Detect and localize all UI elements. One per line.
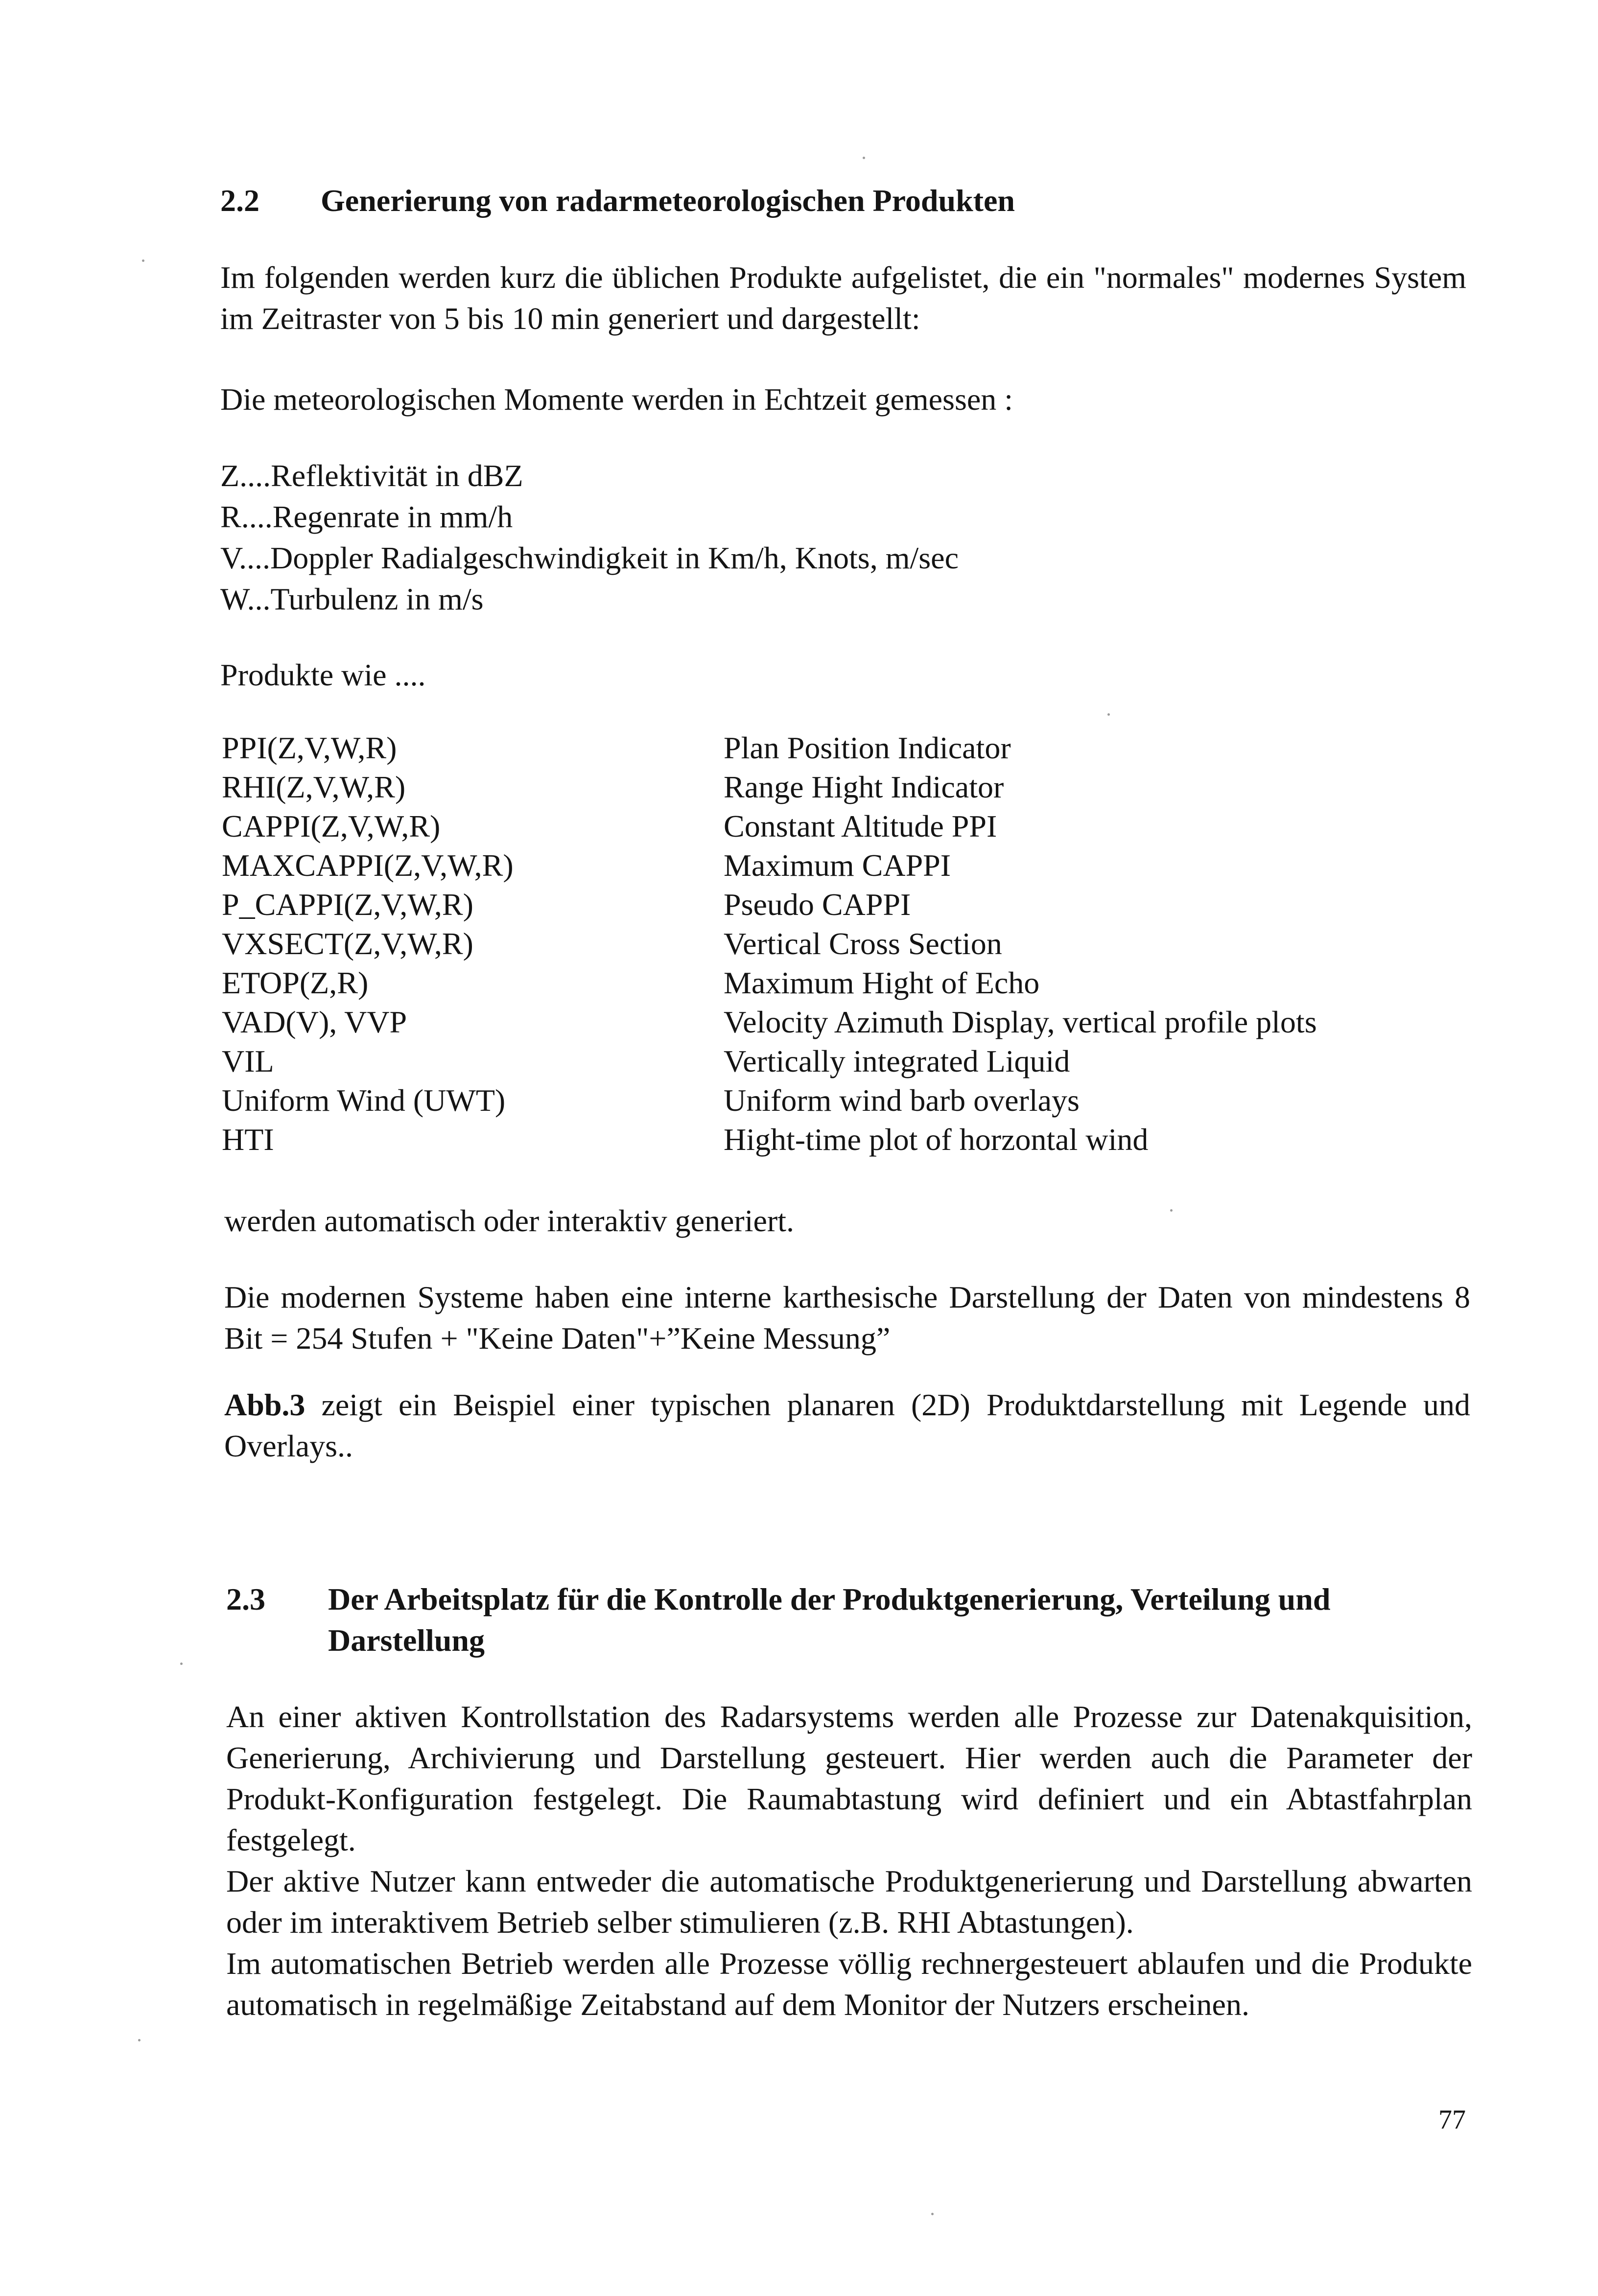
product-description-vad: Velocity Azimuth Display, vertical profile plots xyxy=(724,1005,1317,1039)
scan-speck xyxy=(863,157,865,159)
scan-speck xyxy=(1170,1209,1173,1212)
product-description-vil: Vertically integrated Liquid xyxy=(724,1044,1070,1078)
section-2-3-paragraph-2: Der aktive Nutzer kann entweder die automatische Produktgenerierung und Darstellung abwarten oder im interaktivem Betrieb selber stimulieren (z.B. RHI Abtastungen). xyxy=(226,1864,1472,1940)
product-code-vad: VAD(V), VVP xyxy=(222,1005,407,1039)
systems-paragraph: Die modernen Systeme haben eine interne karthesische Darstellung der Daten von mindestens 8 Bit = 254 Stufen + "Keine Daten"+”Keine Messung” xyxy=(224,1280,1470,1356)
scan-speck xyxy=(138,2039,141,2041)
product-description-cappi: Constant Altitude PPI xyxy=(724,809,997,843)
figure-reference-paragraph xyxy=(224,1384,1470,1467)
section-2-2-intro: Im folgenden werden kurz die üblichen Produkte aufgelistet, die ein "normales" modernes System im Zeitraster von 5 bis 10 min generiert und dargestellt: xyxy=(220,260,1466,336)
product-code-p-cappi: P_CAPPI(Z,V,W,R) xyxy=(222,887,473,922)
scan-speck xyxy=(1107,713,1110,716)
scan-speck xyxy=(142,259,144,262)
product-code-vxsect: VXSECT(Z,V,W,R) xyxy=(222,926,473,961)
section-2-3-paragraph-3: Im automatischen Betrieb werden alle Prozesse völlig rechnergesteuert ablaufen und die Produkte automatisch in regelmäßige Zeitabstand auf dem Monitor der Nutzers erscheinen. xyxy=(226,1946,1472,2022)
product-description-rhi: Range Hight Indicator xyxy=(724,770,1004,804)
section-2-3-number: 2.3 xyxy=(226,1582,265,1617)
product-code-maxcappi: MAXCAPPI(Z,V,W,R) xyxy=(222,848,514,883)
product-code-rhi: RHI(Z,V,W,R) xyxy=(222,770,406,804)
section-2-3-title xyxy=(328,1579,1552,1661)
product-description-hti: Hight-time plot of horzontal wind xyxy=(724,1122,1149,1157)
moment-item-w: W...Turbulenz in m/s xyxy=(220,582,484,616)
scan-speck xyxy=(180,1663,183,1665)
product-code-hti: HTI xyxy=(222,1122,274,1157)
figure-reference-text: zeigt ein Beispiel einer typischen planaren (2D) Produktdarstellung mit Legende und Overlays.. xyxy=(224,1387,1470,1463)
section-2-3-title-line2: Darstellung xyxy=(328,1623,485,1658)
products-code-column xyxy=(222,728,514,1159)
products-description-column xyxy=(724,728,1317,1159)
product-code-etop: ETOP(Z,R) xyxy=(222,965,369,1000)
section-2-3-title-line1: Der Arbeitsplatz für die Kontrolle der Produktgenerierung, Verteilung und xyxy=(328,1582,1331,1617)
product-description-ppi: Plan Position Indicator xyxy=(724,730,1011,765)
moment-item-v: V....Doppler Radialgeschwindigkeit in Km/h, Knots, m/sec xyxy=(220,540,959,575)
section-2-2-number: 2.2 xyxy=(220,183,259,218)
section-2-2-title: Generierung von radarmeteorologischen Produkten xyxy=(321,183,1015,218)
product-description-p-cappi: Pseudo CAPPI xyxy=(724,887,911,922)
page-number: 77 xyxy=(1438,2105,1466,2135)
moments-intro: Die meteorologischen Momente werden in Echtzeit gemessen : xyxy=(220,382,1013,417)
scan-speck xyxy=(931,2213,934,2215)
section-2-3-heading xyxy=(226,1579,1499,1661)
product-code-ppi: PPI(Z,V,W,R) xyxy=(222,730,397,765)
product-code-cappi: CAPPI(Z,V,W,R) xyxy=(222,809,441,843)
figure-reference-label: Abb.3 xyxy=(224,1387,306,1422)
moment-item-z: Z....Reflektivität in dBZ xyxy=(220,458,523,493)
product-description-etop: Maximum Hight of Echo xyxy=(724,965,1040,1000)
product-description-maxcappi: Maximum CAPPI xyxy=(724,848,951,883)
section-2-3-paragraph-1: An einer aktiven Kontrollstation des Radarsystems werden alle Prozesse zur Datenakquisition, Generierung, Archivierung und Darstellung gesteuert. Hier werden auch die Parameter der Produkt-Konfiguration festgelegt. Die Raumabtastung wird definiert und ein Abtastfahrplan festgelegt. xyxy=(226,1699,1472,1857)
product-description-vxsect: Vertical Cross Section xyxy=(724,926,1002,961)
product-code-uwt: Uniform Wind (UWT) xyxy=(222,1083,506,1118)
product-description-uwt: Uniform wind barb overlays xyxy=(724,1083,1080,1118)
moments-list xyxy=(220,455,959,620)
products-outro: werden automatisch oder interaktiv generiert. xyxy=(224,1203,794,1238)
moment-item-r: R....Regenrate in mm/h xyxy=(220,499,513,534)
products-intro: Produkte wie .... xyxy=(220,657,426,692)
section-2-2-heading xyxy=(220,180,1493,221)
product-code-vil: VIL xyxy=(222,1044,274,1078)
section-2-3-body xyxy=(226,1696,1472,2025)
